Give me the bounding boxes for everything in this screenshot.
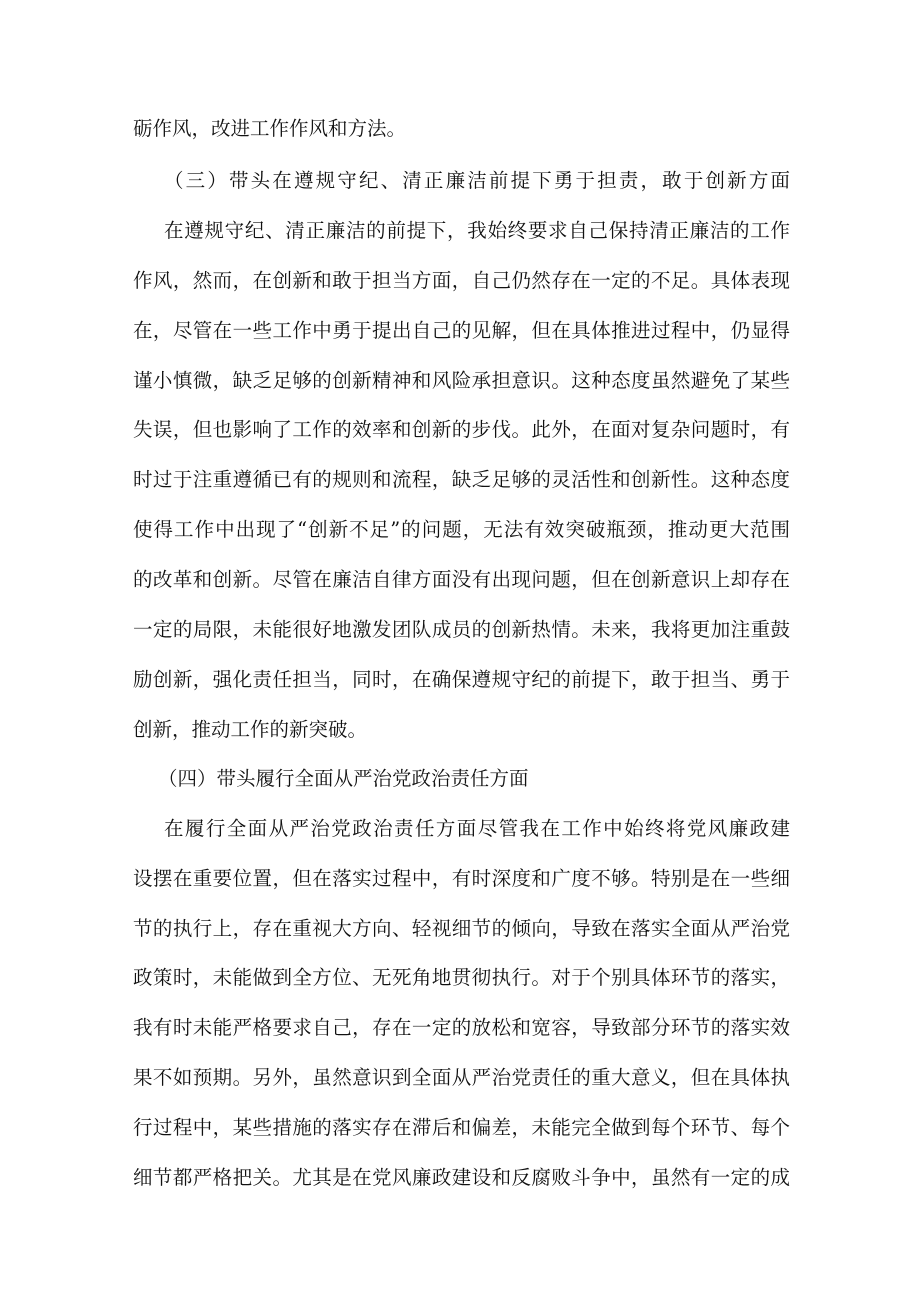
text-line: 作风，然而，在创新和敢于担当方面，自己仍然存在一定的不足。具体表现	[133, 269, 790, 292]
text-line: 失误，但也影响了工作的效率和创新的步伐。此外，在面对复杂问题时，有	[133, 418, 790, 441]
text-line: 在，尽管在一些工作中勇于提出自己的见解，但在具体推进过程中，仍显得	[133, 319, 790, 342]
section-heading: （四）带头履行全面从严治党政治责任方面	[158, 767, 529, 790]
text-line: 一定的局限，未能很好地激发团队成员的创新热情。未来，我将更加注重鼓	[133, 618, 790, 641]
text-line: 谨小慎微，缺乏足够的创新精神和风险承担意识。这种态度虽然避免了某些	[133, 369, 790, 392]
paragraph-first-line: 在履行全面从严治党政治责任方面尽管我在工作中始终将党风廉政建	[164, 817, 790, 840]
text-line: 设摆在重要位置，但在落实过程中，有时深度和广度不够。特别是在一些细	[133, 867, 790, 890]
section-heading: （三）带头在遵规守纪、清正廉洁前提下勇于担责，敢于创新方面	[164, 169, 790, 192]
text-line: 细节都严格把关。尤其是在党风廉政建设和反腐败斗争中，虽然有一定的成	[133, 1166, 790, 1189]
text-line: 的改革和创新。尽管在廉洁自律方面没有出现问题，但在创新意识上却存在	[133, 568, 790, 591]
text-line: 使得工作中出现了“创新不足”的问题，无法有效突破瓶颈，推动更大范围	[133, 518, 790, 541]
text-line: 砺作风，改进工作作风和方法。	[133, 117, 407, 140]
text-line: 行过程中，某些措施的落实存在滞后和偏差，未能完全做到每个环节、每个	[133, 1116, 790, 1139]
paragraph-first-line: 在遵规守纪、清正廉洁的前提下，我始终要求自己保持清正廉洁的工作	[164, 219, 790, 242]
text-line: 节的执行上，存在重视大方向、轻视细节的倾向，导致在落实全面从严治党	[133, 917, 790, 940]
text-line: 我有时未能严格要求自己，存在一定的放松和宽容，导致部分环节的落实效	[133, 1016, 790, 1039]
text-line: 政策时，未能做到全方位、无死角地贯彻执行。对于个别具体环节的落实，	[133, 966, 790, 989]
text-line: 果不如预期。另外，虽然意识到全面从严治党责任的重大意义，但在具体执	[133, 1066, 790, 1089]
text-line: 励创新，强化责任担当，同时，在确保遵规守纪的前提下，敢于担当、勇于	[133, 668, 790, 691]
text-line: 创新，推动工作的新突破。	[133, 718, 368, 741]
text-line: 时过于注重遵循已有的规则和流程，缺乏足够的灵活性和创新性。这种态度	[133, 468, 790, 491]
